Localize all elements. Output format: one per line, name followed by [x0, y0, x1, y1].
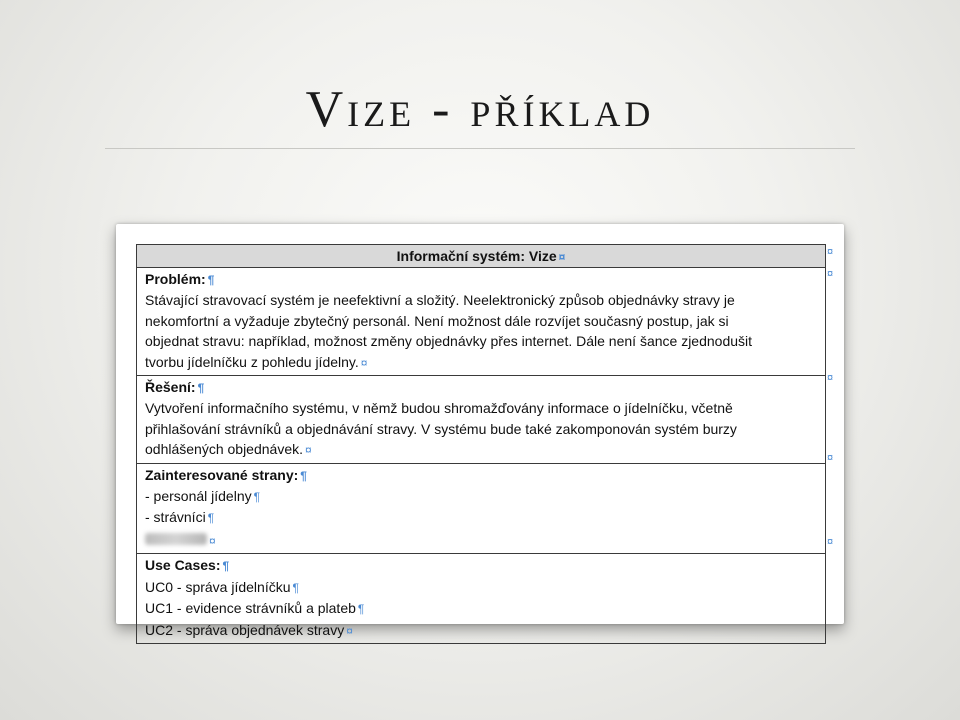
pilcrow-mark: ¶: [357, 602, 365, 617]
text-line: Vytvoření informačního systému, v němž budou shromažďovány informace o jídelníčku, včetně: [145, 400, 733, 417]
text-line: objednat stravu: například, možnost změny objednávky přes internet. Dále není šance zjednodušit: [145, 333, 753, 350]
row-end-mark: ¤: [827, 372, 834, 384]
text-line: odhlášených objednávek. ¤: [145, 441, 312, 458]
slide-title: Vize - příklad: [305, 81, 655, 138]
text-line: přihlašování strávníků a objednávání stravy. V systému bude také zakomponován systém burzy: [145, 420, 737, 437]
list-item: UC0 - správa jídelníčku ¶: [145, 578, 299, 595]
pilcrow-mark: ¶: [197, 381, 205, 396]
cell-end-mark: ¤: [360, 355, 368, 370]
row-end-mark: ¤: [827, 268, 834, 280]
section-solution: [137, 376, 825, 464]
cell-end-mark: ¤: [558, 250, 566, 264]
blurred-text: [145, 533, 207, 545]
text-line: nekomfortní a vyžaduje zbytečný personál. Není možnost dále rozvíjet současný postup, jak si: [145, 312, 729, 329]
section-problem: [137, 268, 825, 376]
section-heading: Zainteresované strany: ¶: [145, 466, 307, 483]
section-heading: Use Cases: ¶: [145, 557, 230, 574]
list-item: - strávníci ¶: [145, 509, 215, 526]
document-screenshot: [116, 224, 844, 638]
cell-end-mark: ¤: [209, 533, 216, 548]
list-item: UC2 - správa objednávek stravy ¤: [145, 621, 353, 638]
list-item: - personál jídelny ¶: [145, 488, 261, 505]
list-item: UC1 - evidence strávníků a plateb ¶: [145, 600, 365, 617]
section-use-cases: [137, 554, 825, 643]
row-end-mark: ¤: [827, 536, 834, 548]
pilcrow-mark: ¶: [207, 273, 215, 287]
table-header-text: Informační systém: Vize: [396, 248, 557, 264]
table-header: [137, 245, 825, 268]
section-heading: Problém: ¶: [145, 271, 215, 287]
section-stakeholders: [137, 464, 825, 555]
text-line: Stávající stravovací systém je neefektivní a složitý. Neelektronický způsob objednávky stravy je: [145, 292, 735, 309]
cell-end-mark: ¤: [346, 623, 353, 638]
pilcrow-mark: ¶: [253, 490, 261, 505]
section-heading: Řešení: ¶: [145, 379, 205, 396]
title-divider: [105, 148, 855, 149]
row-end-mark: ¤: [827, 246, 834, 258]
text-line: tvorbu jídelníčku z pohledu jídelny. ¤: [145, 353, 368, 370]
pilcrow-mark: ¶: [222, 559, 230, 574]
pilcrow-mark: ¶: [207, 511, 215, 526]
pilcrow-mark: ¶: [300, 468, 307, 483]
row-end-mark: ¤: [827, 452, 834, 464]
list-item: [145, 529, 817, 551]
pilcrow-mark: ¶: [292, 580, 299, 595]
vision-table: [136, 244, 826, 644]
cell-end-mark: ¤: [305, 443, 312, 458]
